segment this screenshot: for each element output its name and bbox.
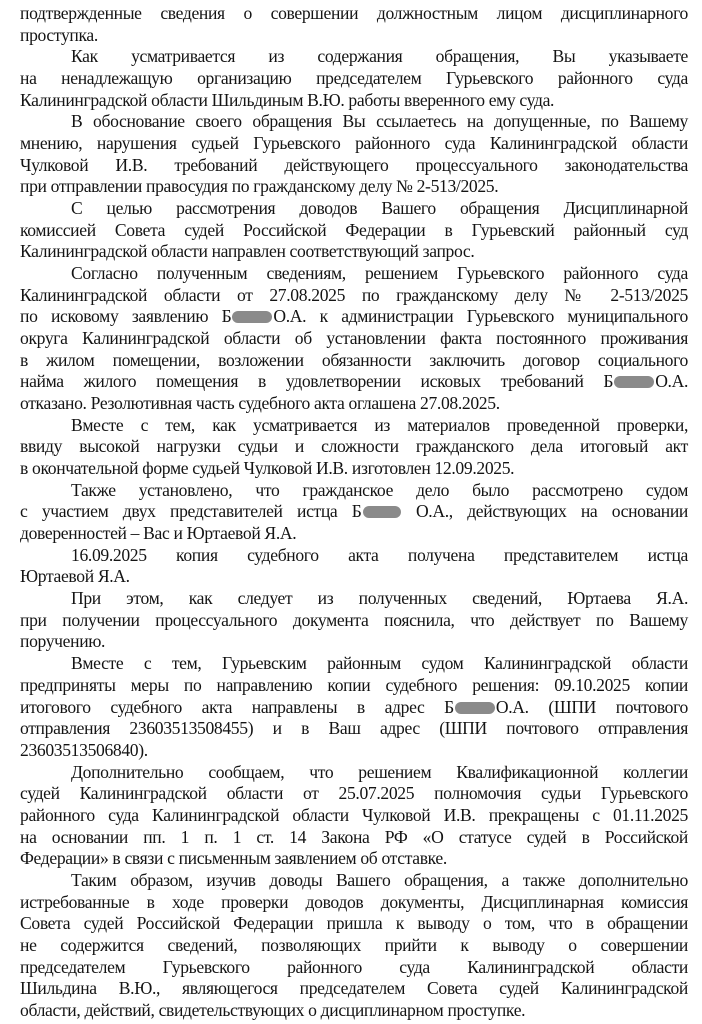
text-line: поручению. xyxy=(20,631,106,652)
text-line: комиссией Совета судей Российской Федерации в Гурьевский районный суд xyxy=(20,219,688,240)
redaction-mark xyxy=(455,702,495,714)
text-line: мнению, нарушения судьей Гурьевского районного суда Калининградской области xyxy=(20,133,688,154)
text-line: предприняты меры по направлению копии судебного решения: 09.10.2025 копии xyxy=(20,674,688,695)
text-line: председателем Гурьевского районного суда Калининградской области xyxy=(20,956,688,977)
text-line: Согласно полученным сведениям, решением Гурьевского районного суда xyxy=(71,263,688,284)
text-line xyxy=(20,501,688,523)
document-page xyxy=(20,3,688,1022)
text-line: 23603513506840). xyxy=(20,739,148,760)
text-segment: по исковому заявлению Б xyxy=(20,306,232,327)
text-line: судей Калининградской области от 25.07.2025 полномочия судьи Гурьевского xyxy=(20,783,688,804)
text-line: отказано. Резолютивная часть судебного акта оглашена 27.08.2025. xyxy=(20,393,500,414)
text-line: При этом, как следует из полученных сведений, Юртаева Я.А. xyxy=(71,588,688,609)
text-line: истребованные в ходе проверки доводов документы, Дисциплинарная комиссия xyxy=(20,891,688,912)
paragraph xyxy=(20,415,688,480)
redaction-mark xyxy=(614,376,654,388)
text-line: на основании пп. 1 п. 1 ст. 14 Закона РФ «О статусе судей в Российской xyxy=(20,826,688,847)
text-line: Вместе с тем, как усматривается из материалов проведенной проверки, xyxy=(71,414,688,435)
text-line: Совета судей Российской Федерации пришла к выводу о том, что в обращении xyxy=(20,913,688,934)
text-line: на ненадлежащую организацию председателем Гурьевского районного суда xyxy=(20,68,688,89)
text-line: Юртаевой Я.А. xyxy=(20,566,130,587)
paragraph xyxy=(20,762,688,870)
text-segment: О.А., действующих на основании xyxy=(401,501,688,522)
paragraph xyxy=(20,46,688,111)
text-line xyxy=(20,697,688,719)
paragraph xyxy=(20,198,688,263)
text-line: в жилом помещении, возложении обязанности заключить договор социального xyxy=(20,349,688,370)
text-line: в окончательной форме судьей Чулковой И.В. изготовлен 12.09.2025. xyxy=(20,458,515,479)
text-line: Федерации» в связи с письменным заявлением об отставке. xyxy=(20,848,447,869)
text-segment: О.А. (ШПИ почтового xyxy=(495,696,689,717)
text-line: доверенностей – Вас и Юртаевой Я.А. xyxy=(20,523,297,544)
text-line: 16.09.2025 копия судебного акта получена представителем истца xyxy=(71,544,688,565)
text-line: не содержится сведений, позволяющих прийти к выводу о совершении xyxy=(20,934,688,955)
text-line: Чулковой И.В. требований действующего процессуального законодательства xyxy=(20,154,688,175)
text-line: отправления 23603513508455) и в Ваш адрес (ШПИ почтового отправления xyxy=(20,718,688,739)
redaction-mark xyxy=(363,506,401,518)
paragraph xyxy=(20,263,688,415)
text-line: Шильдина В.Ю., являющегося председателем Совета судей Калининградской xyxy=(20,978,688,999)
paragraph xyxy=(20,588,688,653)
text-segment: О.А. xyxy=(655,371,688,392)
text-line: Калининградской области от 27.08.2025 по гражданскому делу № 2-513/2025 xyxy=(20,284,688,305)
paragraph xyxy=(20,653,688,761)
text-segment: найма жилого помещения в удовлетворении исковых требований Б xyxy=(20,371,614,392)
text-line: Дополнительно сообщаем, что решением Квалификационной коллегии xyxy=(71,761,688,782)
text-line: подтвержденные сведения о совершении должностным лицом дисциплинарного xyxy=(20,3,688,23)
text-segment: О.А. к администрации Гурьевского муниципального xyxy=(273,306,688,327)
text-line: Калининградской области Шильдиным В.Ю. работы вверенного ему суда. xyxy=(20,89,555,110)
text-line xyxy=(20,371,688,393)
text-line: округа Калининградской области об установлении факта постоянного проживания xyxy=(20,328,688,349)
paragraph xyxy=(20,480,688,545)
text-line: области, действий, свидетельствующих о дисциплинарном проступке. xyxy=(20,999,526,1020)
text-line: Вместе с тем, Гурьевским районным судом Калининградской области xyxy=(71,653,688,674)
text-line: Таким образом, изучив доводы Вашего обращения, а также дополнительно xyxy=(71,869,688,890)
paragraph xyxy=(20,870,688,1022)
text-segment: с участием двух представителей истца Б xyxy=(20,501,362,522)
text-segment: итогового судебного акта направлены в адрес Б xyxy=(20,696,454,717)
paragraph xyxy=(20,111,688,198)
text-line xyxy=(20,306,688,328)
text-line: Как усматривается из содержания обращения, Вы указываете xyxy=(71,46,688,67)
text-line: С целью рассмотрения доводов Вашего обращения Дисциплинарной xyxy=(71,198,688,219)
text-line: Также установлено, что гражданское дело было рассмотрено судом xyxy=(71,479,688,500)
text-line: проступка. xyxy=(20,24,98,45)
text-line: при получении процессуального документа пояснила, что действует по Вашему xyxy=(20,609,688,630)
text-line: районного суда Калининградской области Чулковой И.В. прекращены с 01.11.2025 xyxy=(20,804,688,825)
text-line: В обоснование своего обращения Вы ссылаетесь на допущенные, по Вашему xyxy=(71,111,688,132)
text-line: ввиду высокой нагрузки судьи и сложности гражданского дела итоговый акт xyxy=(20,436,688,457)
paragraph xyxy=(20,3,688,46)
redaction-mark xyxy=(232,311,272,323)
text-line: Калининградской области направлен соответствующий запрос. xyxy=(20,241,475,262)
text-line: при отправлении правосудия по гражданскому делу № 2-513/2025. xyxy=(20,176,499,197)
paragraph xyxy=(20,545,688,588)
